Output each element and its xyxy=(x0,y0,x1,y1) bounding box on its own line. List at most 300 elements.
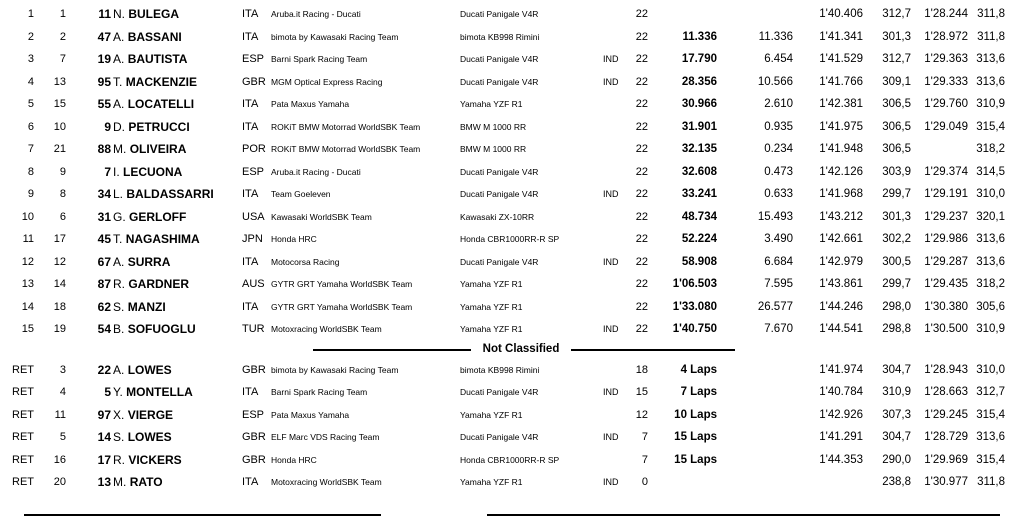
rider-surname: RATO xyxy=(129,475,163,489)
laps-cell: 22 xyxy=(635,165,648,178)
best-lap-cell: 1'41.974 xyxy=(819,364,863,376)
rider-number-cell: 67 xyxy=(97,254,111,269)
rider-name-cell xyxy=(113,48,187,70)
rider-surname: SOFUOGLU xyxy=(127,322,196,336)
rider-initial: A. xyxy=(113,52,125,66)
best-lap-cell: 1'42.126 xyxy=(819,165,863,178)
not-classified-row xyxy=(0,426,1024,448)
fastest-lap-cell: 1'28.972 xyxy=(924,30,968,43)
gap-cell: 48.734 xyxy=(681,210,717,223)
previous-gap-cell: 26.577 xyxy=(757,300,793,313)
rider-initial: T. xyxy=(113,232,123,246)
rider-surname: LOWES xyxy=(127,363,172,377)
previous-gap-cell: 7.595 xyxy=(764,278,793,290)
rider-name-cell xyxy=(113,228,200,250)
rider-surname: LECUONA xyxy=(123,164,183,179)
rider-surname: BAUTISTA xyxy=(127,52,188,66)
laps-cell: 22 xyxy=(635,210,648,223)
rider-surname: OLIVEIRA xyxy=(129,142,187,156)
position-cell: RET xyxy=(12,364,34,376)
rider-surname: BASSANI xyxy=(127,29,182,44)
team-cell: GYTR GRT Yamaha WorldSBK Team xyxy=(271,279,413,289)
fastest-lap-speed-cell: 313,6 xyxy=(976,255,1005,268)
gap-cell: 58.908 xyxy=(681,255,717,268)
nationality-cell: ESP xyxy=(242,53,265,65)
top-speed-cell: 290,0 xyxy=(882,453,911,466)
nationality-cell: ESP xyxy=(242,165,265,178)
top-speed-cell: 307,3 xyxy=(882,408,911,421)
rider-name-cell xyxy=(113,3,179,25)
team-cell: GYTR GRT Yamaha WorldSBK Team xyxy=(271,301,413,312)
fastest-lap-speed-cell: 313,6 xyxy=(976,233,1005,245)
position-cell: RET xyxy=(12,408,34,421)
rider-name-cell xyxy=(113,183,214,205)
rider-surname: GERLOFF xyxy=(129,209,187,224)
rider-initial: A. xyxy=(113,97,125,111)
gap-cell: 4 Laps xyxy=(680,364,717,376)
previous-gap-cell: 6.454 xyxy=(764,53,793,65)
rider-surname: LOWES xyxy=(127,430,172,445)
rider-number-cell: 31 xyxy=(97,209,111,224)
independent-cell: IND xyxy=(603,477,619,487)
rider-surname: BALDASSARRI xyxy=(126,187,214,201)
fastest-lap-cell: 1'30.380 xyxy=(924,300,968,313)
rider-name-cell xyxy=(113,71,197,93)
rider-number-cell: 62 xyxy=(97,299,111,314)
rider-name-cell xyxy=(113,359,172,381)
top-speed-cell: 306,5 xyxy=(882,143,911,155)
team-cell: Barni Spark Racing Team xyxy=(271,54,368,64)
rider-name-cell xyxy=(113,449,182,471)
grid-position-cell: 5 xyxy=(59,431,66,444)
rider-initial: I. xyxy=(113,164,120,179)
rider-number-cell: 22 xyxy=(97,363,111,377)
team-cell: Honda HRC xyxy=(271,234,317,244)
rider-initial: A. xyxy=(113,29,125,44)
rider-number-cell: 11 xyxy=(98,7,111,21)
position-cell: 5 xyxy=(27,98,34,110)
team-cell: ROKiT BMW Motorrad WorldSBK Team xyxy=(271,121,421,132)
rider-name-cell xyxy=(113,426,172,448)
position-cell: 8 xyxy=(27,165,34,178)
rider-initial: M. xyxy=(113,475,127,489)
team-cell: Barni Spark Racing Team xyxy=(271,387,368,398)
bike-cell: Yamaha YZF R1 xyxy=(460,409,523,420)
grid-position-cell: 7 xyxy=(59,53,66,65)
bike-cell: Yamaha YZF R1 xyxy=(460,477,523,487)
grid-position-cell: 2 xyxy=(59,30,66,43)
classified-row xyxy=(0,116,1024,138)
position-cell: 6 xyxy=(27,120,34,133)
fastest-lap-speed-cell: 311,8 xyxy=(977,476,1005,488)
best-lap-cell: 1'41.766 xyxy=(819,75,863,88)
fastest-lap-cell: 1'28.729 xyxy=(924,431,968,444)
rider-number-cell: 5 xyxy=(104,385,111,400)
not-classified-divider xyxy=(0,340,1024,358)
rider-surname: VICKERS xyxy=(128,452,182,467)
fastest-lap-cell: 1'29.237 xyxy=(924,210,968,223)
bike-cell: Honda CBR1000RR-R SP xyxy=(460,234,560,244)
rider-name-cell xyxy=(113,381,193,403)
classified-row xyxy=(0,161,1024,183)
laps-cell: 22 xyxy=(635,30,648,43)
fastest-lap-speed-cell: 313,6 xyxy=(976,53,1005,65)
fastest-lap-cell: 1'29.333 xyxy=(924,75,968,88)
rider-number-cell: 19 xyxy=(97,52,111,66)
nationality-cell: TUR xyxy=(242,323,265,335)
nationality-cell: USA xyxy=(242,210,265,223)
best-lap-cell: 1'44.246 xyxy=(819,300,863,313)
best-lap-cell: 1'42.979 xyxy=(819,255,863,268)
top-speed-cell: 304,7 xyxy=(882,364,911,376)
fastest-lap-cell: 1'29.986 xyxy=(924,233,968,245)
bike-cell: Yamaha YZF R1 xyxy=(460,99,523,109)
previous-gap-cell: 15.493 xyxy=(757,210,793,223)
previous-gap-cell: 0.935 xyxy=(764,120,793,133)
gap-cell: 7 Laps xyxy=(680,386,717,399)
best-lap-cell: 1'42.926 xyxy=(819,408,863,421)
bike-cell: Ducati Panigale V4R xyxy=(460,166,539,177)
independent-cell: IND xyxy=(603,387,619,398)
bike-cell: Honda CBR1000RR-R SP xyxy=(460,454,560,465)
rider-surname: GARDNER xyxy=(128,277,190,291)
rider-number-cell: 14 xyxy=(97,430,111,445)
fastest-lap-speed-cell: 313,6 xyxy=(976,431,1005,444)
nationality-cell: GBR xyxy=(242,453,266,466)
best-lap-cell: 1'43.212 xyxy=(819,210,863,223)
classified-row xyxy=(0,183,1024,205)
classified-row xyxy=(0,251,1024,273)
position-cell: 9 xyxy=(27,188,34,200)
position-cell: 13 xyxy=(21,278,34,290)
laps-cell: 22 xyxy=(635,188,648,200)
best-lap-cell: 1'40.406 xyxy=(819,8,863,20)
team-cell: Kawasaki WorldSBK Team xyxy=(271,211,372,222)
top-speed-cell: 312,7 xyxy=(882,53,911,65)
classified-row xyxy=(0,48,1024,70)
fastest-lap-cell: 1'30.977 xyxy=(924,476,968,488)
team-cell: Aruba.it Racing - Ducati xyxy=(271,9,361,19)
not-classified-label: Not Classified xyxy=(471,341,571,357)
classified-row xyxy=(0,3,1024,25)
best-lap-cell: 1'42.381 xyxy=(819,98,863,110)
classified-row xyxy=(0,138,1024,160)
fastest-lap-cell: 1'29.435 xyxy=(924,278,968,290)
position-cell: 10 xyxy=(21,210,34,223)
grid-position-cell: 10 xyxy=(53,120,66,133)
rider-name-cell xyxy=(113,93,194,115)
top-speed-cell: 299,7 xyxy=(882,278,911,290)
rider-surname: SURRA xyxy=(127,254,171,269)
laps-cell: 7 xyxy=(641,453,648,466)
laps-cell: 22 xyxy=(635,53,648,65)
position-cell: 14 xyxy=(21,300,34,313)
rider-name-cell xyxy=(113,116,190,138)
nationality-cell: ITA xyxy=(242,8,259,20)
laps-cell: 12 xyxy=(635,408,648,421)
classified-row xyxy=(0,296,1024,318)
rider-surname: VIERGE xyxy=(127,407,174,422)
bike-cell: bimota KB998 Rimini xyxy=(460,31,540,42)
fastest-lap-cell: 1'29.374 xyxy=(924,165,968,178)
fastest-lap-cell: 1'29.191 xyxy=(924,188,968,200)
team-cell: Pata Maxus Yamaha xyxy=(271,99,350,109)
gap-cell: 1'40.750 xyxy=(672,323,717,335)
rider-number-cell: 97 xyxy=(97,407,111,422)
laps-cell: 18 xyxy=(635,364,648,376)
gap-cell: 52.224 xyxy=(681,233,717,245)
classified-row xyxy=(0,206,1024,228)
laps-cell: 22 xyxy=(635,143,648,155)
top-speed-cell: 303,9 xyxy=(882,165,911,178)
rider-surname: MONTELLA xyxy=(126,385,193,400)
grid-position-cell: 17 xyxy=(53,233,66,245)
rider-initial: X. xyxy=(113,407,125,422)
top-speed-cell: 301,3 xyxy=(882,30,911,43)
gap-cell: 1'33.080 xyxy=(672,300,717,313)
laps-cell: 22 xyxy=(635,98,648,110)
bike-cell: Ducati Panigale V4R xyxy=(460,432,539,443)
fastest-lap-cell: 1'30.500 xyxy=(924,323,968,335)
previous-gap-cell: 3.490 xyxy=(764,233,793,245)
best-lap-cell: 1'41.529 xyxy=(819,53,863,65)
fastest-lap-speed-cell: 310,9 xyxy=(976,323,1005,335)
team-cell: Honda HRC xyxy=(271,454,317,465)
grid-position-cell: 12 xyxy=(53,255,66,268)
position-cell: RET xyxy=(12,431,34,444)
rider-initial: A. xyxy=(113,254,125,269)
nationality-cell: POR xyxy=(242,143,266,155)
nationality-cell: ITA xyxy=(242,30,259,43)
classified-row xyxy=(0,93,1024,115)
rider-number-cell: 88 xyxy=(97,142,111,156)
top-speed-cell: 298,0 xyxy=(882,300,911,313)
best-lap-cell: 1'43.861 xyxy=(819,278,863,290)
rider-initial: R. xyxy=(113,277,125,291)
fastest-lap-speed-cell: 314,5 xyxy=(976,165,1005,178)
independent-cell: IND xyxy=(603,189,619,199)
previous-gap-cell: 11.336 xyxy=(758,30,793,43)
laps-cell: 15 xyxy=(635,386,648,399)
bike-cell: Ducati Panigale V4R xyxy=(460,387,539,398)
grid-position-cell: 1 xyxy=(59,8,66,20)
fastest-lap-speed-cell: 315,4 xyxy=(976,120,1005,133)
previous-gap-cell: 0.234 xyxy=(764,143,793,155)
best-lap-cell: 1'41.341 xyxy=(819,30,863,43)
classified-row xyxy=(0,273,1024,295)
rider-number-cell: 9 xyxy=(104,119,111,134)
rider-surname: PETRUCCI xyxy=(128,119,190,134)
laps-cell: 22 xyxy=(635,120,648,133)
team-cell: Motoxracing WorldSBK Team xyxy=(271,324,382,334)
rider-initial: B. xyxy=(113,322,125,336)
rider-surname: MACKENZIE xyxy=(125,74,198,89)
rider-name-cell xyxy=(113,273,189,295)
gap-cell: 11.336 xyxy=(682,30,717,43)
rider-name-cell xyxy=(113,138,186,160)
team-cell: Team Goeleven xyxy=(271,189,331,199)
rider-number-cell: 13 xyxy=(97,475,111,489)
nationality-cell: GBR xyxy=(242,75,266,88)
bike-cell: Yamaha YZF R1 xyxy=(460,279,523,289)
nationality-cell: JPN xyxy=(242,233,263,245)
bike-cell: Ducati Panigale V4R xyxy=(460,76,539,87)
grid-position-cell: 13 xyxy=(53,75,66,88)
position-cell: RET xyxy=(12,386,34,399)
classified-row xyxy=(0,228,1024,250)
fastest-lap-speed-cell: 318,2 xyxy=(976,143,1005,155)
nationality-cell: ITA xyxy=(242,120,259,133)
independent-cell: IND xyxy=(603,76,619,87)
rider-initial: N. xyxy=(113,7,125,21)
team-cell: MGM Optical Express Racing xyxy=(271,76,383,87)
rider-surname: NAGASHIMA xyxy=(125,232,200,246)
not-classified-row xyxy=(0,381,1024,403)
grid-position-cell: 11 xyxy=(54,408,66,421)
top-speed-cell: 301,3 xyxy=(882,210,911,223)
previous-gap-cell: 6.684 xyxy=(764,255,793,268)
position-cell: 11 xyxy=(22,233,34,245)
top-speed-cell: 304,7 xyxy=(882,431,911,444)
fastest-lap-cell: 1'29.760 xyxy=(924,98,968,110)
bike-cell: Yamaha YZF R1 xyxy=(460,301,523,312)
fastest-lap-speed-cell: 310,0 xyxy=(976,188,1005,200)
laps-cell: 22 xyxy=(635,233,648,245)
position-cell: RET xyxy=(12,453,34,466)
nationality-cell: GBR xyxy=(242,431,266,444)
fastest-lap-cell: 1'29.049 xyxy=(924,120,968,133)
rider-name-cell xyxy=(113,296,166,318)
gap-cell: 10 Laps xyxy=(674,408,717,421)
rider-initial: M. xyxy=(113,142,127,156)
nationality-cell: ITA xyxy=(242,188,259,200)
rider-initial: T. xyxy=(113,74,123,89)
rider-name-cell xyxy=(113,404,173,426)
team-cell: bimota by Kawasaki Racing Team xyxy=(271,31,399,42)
not-classified-row xyxy=(0,404,1024,426)
fastest-lap-speed-cell: 315,4 xyxy=(976,453,1005,466)
bike-cell: Ducati Panigale V4R xyxy=(460,189,539,199)
top-speed-cell: 302,2 xyxy=(882,233,911,245)
gap-cell: 30.966 xyxy=(681,98,717,110)
fastest-lap-cell: 1'28.943 xyxy=(924,364,968,376)
bike-cell: Yamaha YZF R1 xyxy=(460,324,523,334)
rider-number-cell: 34 xyxy=(97,187,111,201)
grid-position-cell: 14 xyxy=(53,278,66,290)
fastest-lap-cell: 1'29.969 xyxy=(924,453,968,466)
team-cell: Pata Maxus Yamaha xyxy=(271,409,350,420)
nationality-cell: ITA xyxy=(242,98,259,110)
bike-cell: BMW M 1000 RR xyxy=(460,121,527,132)
top-speed-cell: 299,7 xyxy=(882,188,911,200)
team-cell: ELF Marc VDS Racing Team xyxy=(271,432,380,443)
fastest-lap-speed-cell: 305,6 xyxy=(976,300,1005,313)
not-classified-row xyxy=(0,449,1024,471)
rider-initial: R. xyxy=(113,452,125,467)
rider-name-cell xyxy=(113,318,196,340)
bike-cell: Kawasaki ZX-10RR xyxy=(460,211,535,222)
grid-position-cell: 8 xyxy=(59,188,66,200)
nationality-cell: ITA xyxy=(242,300,259,313)
rider-number-cell: 17 xyxy=(97,452,111,467)
previous-gap-cell: 2.610 xyxy=(764,98,793,110)
best-lap-cell: 1'42.661 xyxy=(819,233,863,245)
rider-name-cell xyxy=(113,471,163,493)
top-speed-cell: 312,7 xyxy=(882,8,911,20)
top-speed-cell: 238,8 xyxy=(882,476,911,488)
position-cell: 2 xyxy=(27,30,34,43)
fastest-lap-cell: 1'29.363 xyxy=(924,53,968,65)
independent-cell: IND xyxy=(603,256,619,267)
bike-cell: bimota KB998 Rimini xyxy=(460,365,540,375)
rider-number-cell: 54 xyxy=(97,322,111,336)
grid-position-cell: 15 xyxy=(53,98,66,110)
nationality-cell: ITA xyxy=(242,476,259,488)
laps-cell: 22 xyxy=(635,278,648,290)
team-cell: bimota by Kawasaki Racing Team xyxy=(271,365,399,375)
fastest-lap-speed-cell: 311,8 xyxy=(977,8,1005,20)
team-cell: ROKiT BMW Motorrad WorldSBK Team xyxy=(271,144,421,154)
laps-cell: 7 xyxy=(641,431,648,444)
fastest-lap-cell: 1'28.244 xyxy=(924,8,968,20)
previous-gap-cell: 7.670 xyxy=(764,323,793,335)
rider-name-cell xyxy=(113,26,182,48)
top-speed-cell: 306,5 xyxy=(882,120,911,133)
best-lap-cell: 1'41.948 xyxy=(819,143,863,155)
rider-initial: G. xyxy=(113,209,126,224)
position-cell: 4 xyxy=(27,75,34,88)
grid-position-cell: 3 xyxy=(59,364,66,376)
gap-cell: 32.608 xyxy=(681,165,717,178)
gap-cell: 15 Laps xyxy=(674,431,717,444)
grid-position-cell: 4 xyxy=(59,386,66,399)
rider-initial: D. xyxy=(113,119,125,134)
previous-gap-cell: 0.633 xyxy=(764,188,793,200)
fastest-lap-cell: 1'28.663 xyxy=(924,386,968,399)
fastest-lap-speed-cell: 320,1 xyxy=(976,210,1005,223)
bike-cell: BMW M 1000 RR xyxy=(460,144,527,154)
grid-position-cell: 9 xyxy=(59,165,66,178)
grid-position-cell: 6 xyxy=(59,210,66,223)
fastest-lap-speed-cell: 313,6 xyxy=(976,75,1005,88)
rider-initial: Y. xyxy=(113,385,123,400)
gap-cell: 15 Laps xyxy=(674,453,717,466)
position-cell: 15 xyxy=(21,323,34,335)
rider-surname: BULEGA xyxy=(128,7,180,21)
top-speed-cell: 310,9 xyxy=(882,386,911,399)
fastest-lap-speed-cell: 311,8 xyxy=(977,30,1005,43)
fastest-lap-speed-cell: 315,4 xyxy=(976,408,1005,421)
rider-initial: S. xyxy=(113,299,125,314)
grid-position-cell: 16 xyxy=(53,453,66,466)
rider-initial: A. xyxy=(113,363,125,377)
fastest-lap-speed-cell: 310,9 xyxy=(976,98,1005,110)
nationality-cell: ITA xyxy=(242,255,259,268)
rider-number-cell: 55 xyxy=(97,97,111,111)
bike-cell: Ducati Panigale V4R xyxy=(460,256,539,267)
rider-number-cell: 87 xyxy=(97,277,111,291)
nationality-cell: ITA xyxy=(242,386,259,399)
team-cell: Motoxracing WorldSBK Team xyxy=(271,477,382,487)
gap-cell: 17.790 xyxy=(681,53,717,65)
independent-cell: IND xyxy=(603,54,619,64)
rider-number-cell: 45 xyxy=(97,232,111,246)
team-cell: Motocorsa Racing xyxy=(271,256,340,267)
fastest-lap-cell: 1'29.287 xyxy=(924,255,968,268)
gap-cell: 28.356 xyxy=(681,75,717,88)
grid-position-cell: 20 xyxy=(53,476,66,488)
rider-name-cell xyxy=(113,161,182,183)
